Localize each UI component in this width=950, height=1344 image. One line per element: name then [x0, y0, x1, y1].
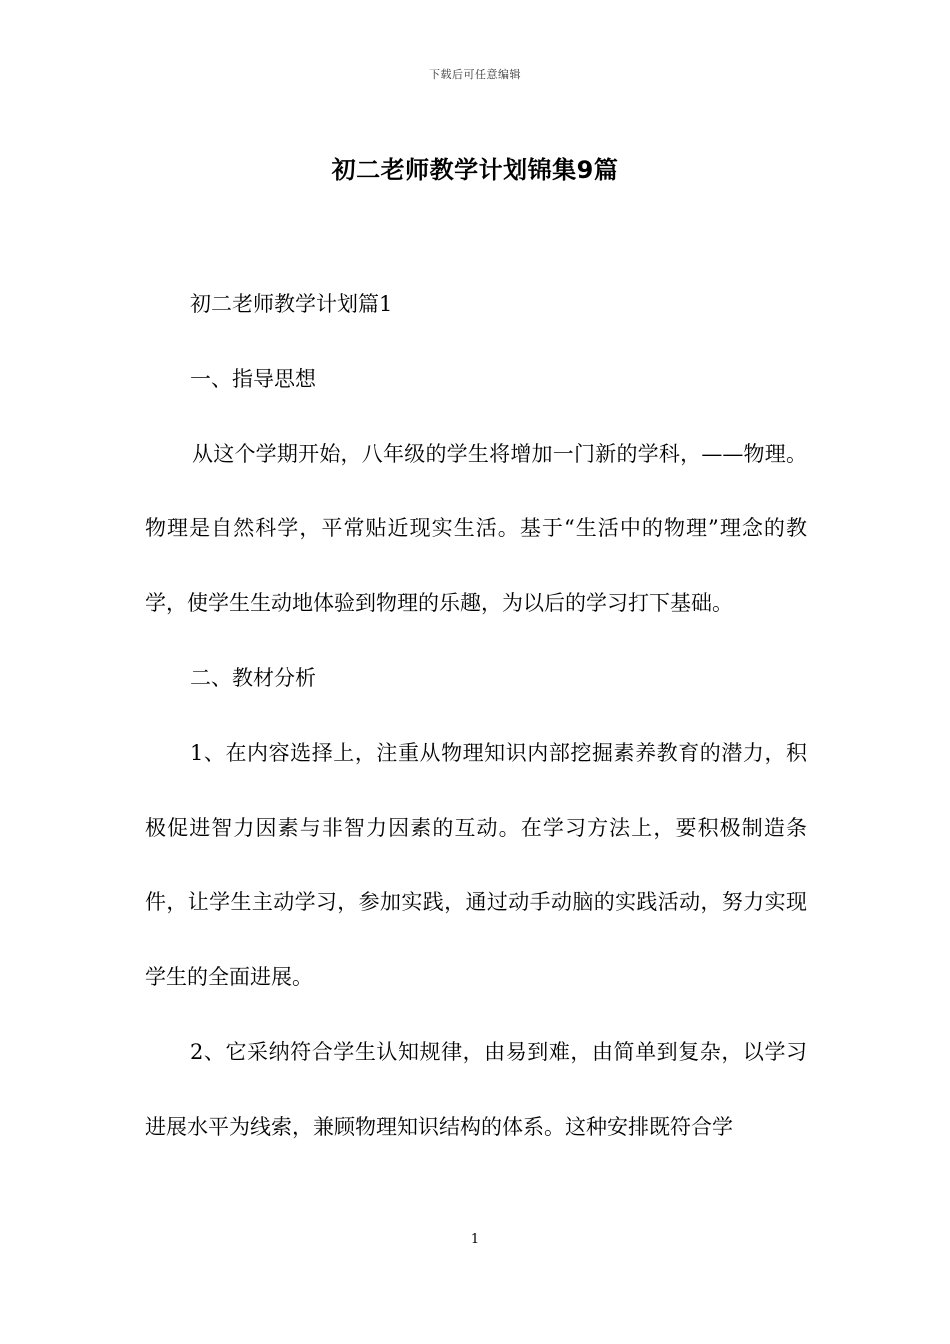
section-title: 初二老师教学计划篇1 [190, 292, 393, 316]
document-body [145, 267, 807, 1165]
heading-guiding-ideology: 一、指导思想 [190, 366, 316, 391]
document-title: 初二老师教学计划锦集9篇 [331, 156, 619, 184]
page-header: 下载后可任意编辑 [429, 68, 521, 81]
page-number: 1 [470, 1232, 480, 1247]
paragraph-cognitive-order: 2、它采纳符合学生认知规律，由易到难，由简单到复杂，以学习进展水平为线索，兼顾物理知识结构的体系。这种安排既符合学 [145, 1039, 807, 1139]
heading-textbook-analysis: 二、教材分析 [190, 665, 316, 690]
paragraph-introduction: 从这个学期开始，八年级的学生将增加一门新的学科，——物理。物理是自然科学，平常贴近现实生活。基于“生活中的物理”理念的教学，使学生生动地体验到物理的乐趣，为以后的学习打下基础。 [145, 441, 807, 616]
paragraph-content-selection: 1、在内容选择上，注重从物理知识内部挖掘素养教育的潜力，积极促进智力因素与非智力因素的互动。在学习方法上，要积极制造条件，让学生主动学习，参加实践，通过动手动脑的实践活动，努力实现学生的全面进展。 [145, 740, 807, 990]
